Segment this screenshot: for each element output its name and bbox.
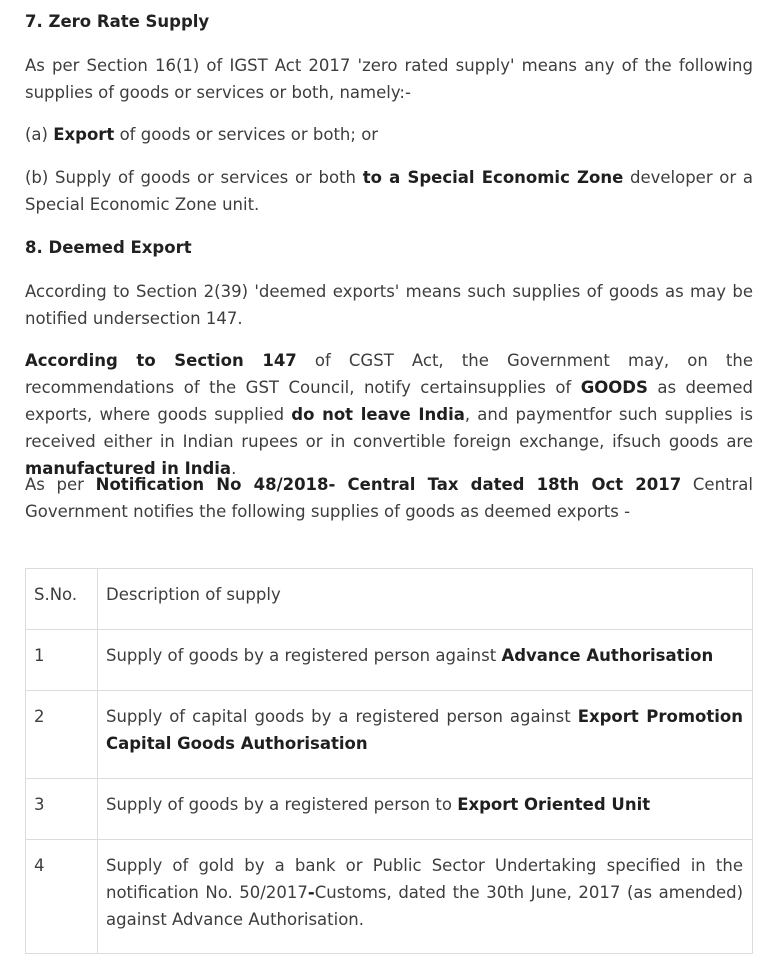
row-description: Supply of goods by a registered person to Export Oriented Unit <box>98 779 753 840</box>
row-number: 2 <box>26 691 98 779</box>
row-description: Supply of goods by a registered person against Advance Authorisation <box>98 630 753 691</box>
table-row <box>26 691 753 779</box>
table-row <box>26 840 753 954</box>
clause-a: (a) Export of goods or services or both; or <box>25 125 379 144</box>
table-header-row <box>26 569 753 630</box>
table-row <box>26 630 753 691</box>
row-number: 3 <box>26 779 98 840</box>
deemed-exports-table <box>25 568 753 954</box>
row-description: Supply of capital goods by a registered person against Export Promotion Capital Goods Authorisation <box>98 691 753 779</box>
notification-paragraph: As per Notification No 48/2018- Central Tax dated 18th Oct 2017 Central Government notifies the following supplies of goods as deemed exports - <box>25 475 753 521</box>
row-number: 1 <box>26 630 98 691</box>
table-header-description: Description of supply <box>98 569 753 630</box>
deemed-export-definition: According to Section 2(39) 'deemed exports' means such supplies of goods as may be notified undersection 147. <box>25 282 753 328</box>
row-description: Supply of gold by a bank or Public Sector Undertaking specified in the notification No. 50/2017-Customs, dated the 30th June, 2017 (as amended) against Advance Authorisation. <box>98 840 753 954</box>
row-number: 4 <box>26 840 98 954</box>
table-row <box>26 779 753 840</box>
zero-rated-definition: As per Section 16(1) of IGST Act 2017 'zero rated supply' means any of the following supplies of goods or services or both, namely:- <box>25 56 753 102</box>
section-7-heading: 7. Zero Rate Supply <box>25 12 210 31</box>
section-8-heading: 8. Deemed Export <box>25 238 192 257</box>
section-147-paragraph: According to Section 147 of CGST Act, the Government may, on the recommendations of the GST Council, notify certainsupplies of GOODS as deemed exports, where goods supplied do not leave India, and paymentfor such supplies is received either in Indian rupees or in convertible foreign exchange, ifsuch goods are manufactured in India. <box>25 351 754 478</box>
table-header-sno: S.No. <box>26 569 98 630</box>
clause-b: (b) Supply of goods or services or both to a Special Economic Zone developer or a Special Economic Zone unit. <box>25 168 753 214</box>
